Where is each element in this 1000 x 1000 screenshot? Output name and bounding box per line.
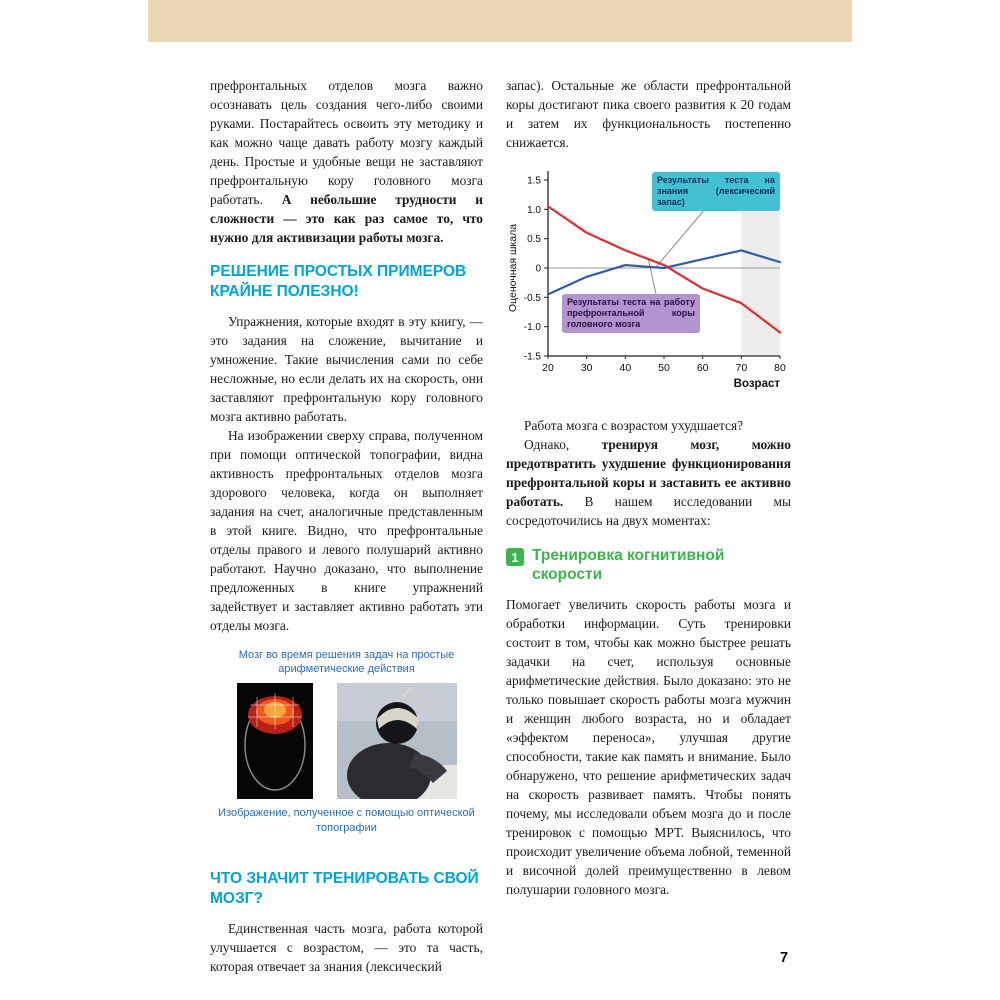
paragraph-cognitive-speed: Помогает увеличить скорость работы мозга и обработки информации. Суть тренировки состоит в том, чтобы как можно быстрее решать задачки на счет, используя основные арифметические действия. Было доказано: это не только повышает скорость работы мозга мужчин и женщин любого возраста, но и обладает «эффектом переноса», улучшая другие способности, такие как память и внимание. Было обнаружено, что решение арифметических задач на скорость развивает память. Чтобы понять почему, мы исследовали объем мозга до и после тренировок с помощью МРТ. Выяснилось, что происходит увеличение объема лобной, теменной и височной долей преимущественно в левом полушарии головного мозга.	[506, 596, 791, 897]
brain-topography-image	[237, 683, 313, 799]
svg-text:1.5: 1.5	[527, 175, 541, 187]
paragraph-stock-continued: запас). Остальные же области префронтальной коры достигают пика своего развития к 20 годам и затем их функциональность постепенно снижается.	[506, 78, 791, 150]
svg-text:70: 70	[735, 362, 748, 374]
svg-text:0.5: 0.5	[527, 234, 541, 246]
optical-topography-photo	[337, 683, 457, 799]
svg-text:-0.5: -0.5	[523, 292, 541, 304]
svg-text:0: 0	[535, 263, 541, 275]
heading-number-badge: 1	[506, 548, 524, 566]
section-heading-train-brain: ЧТО ЗНАЧИТ ТРЕНИРОВАТЬ СВОЙ МОЗГ?	[210, 869, 479, 907]
svg-text:40: 40	[619, 362, 632, 374]
paragraph-question: Работа мозга с возрастом ухудшается?	[524, 418, 744, 433]
left-column	[210, 76, 483, 976]
heading-cognitive-speed: Тренировка когнитивной скорости	[532, 547, 725, 583]
paragraph-exercises: Упражнения, которые входят в эту книгу, — это задания на сложение, вычитание и умножение. Такие вычисления сами по себе несложные, но если делать их на скорость, они заставляют префронтальную кору головного мозга активно работать.	[210, 313, 483, 424]
paragraph-intro: префронтальных отделов мозга важно осознавать цель создания чего-либо своими руками. Постарайтесь освоить эту методику и как можно чаще давать работу мозгу каждый день. Простые и удобные вещи не заставляют префронтальную кору головного мозга работать. А небольшие трудности и сложности — это как раз самое то, что нужно для активизации работы мозга.	[210, 78, 483, 245]
header-band	[148, 0, 852, 42]
section-heading-simple-examples: РЕШЕНИЕ ПРОСТЫХ ПРИМЕРОВ КРАЙНЕ ПОЛЕЗНО!	[210, 263, 467, 300]
svg-text:Возраст: Возраст	[733, 378, 780, 390]
paragraph-topography: На изображении сверху справа, полученном при помощи оптической топографии, видна активность префронтальных отделов мозга здорового человека, когда он выполняет задания на счет, аналогичные представленным в этой книге. Видно, что префронтальные отделы правого и левого полушарий активно работают. Научно доказано, что выполнение предложенных в книге упражнений задействует и заставляет активно работать эти отделы мозга.	[210, 427, 483, 633]
svg-text:30: 30	[580, 362, 593, 374]
paragraph-however: Однако, тренируя мозг, можно предотвратить ухудшение функционирования префронтальной коры и заставить ее активно работать. В нашем исследовании мы сосредоточились на двух моментах:	[506, 437, 791, 528]
paragraph-lexical: Единственная часть мозга, работа которой улучшается с возрастом, — это та часть, которая отвечает за знания (лексический	[210, 920, 483, 974]
caption-below-images: Изображение, полученное с помощью оптической топографии	[218, 807, 475, 834]
svg-text:-1.5: -1.5	[523, 351, 541, 363]
svg-text:50: 50	[658, 362, 670, 374]
images-row	[210, 683, 483, 799]
right-column	[506, 76, 791, 899]
page-number: 7	[780, 950, 789, 966]
svg-text:Оценочная шкала: Оценочная шкала	[507, 223, 519, 313]
numbered-heading-cognitive-speed	[506, 547, 791, 585]
chart-annotation-knowledge-test: Результаты теста на знания (лексический запас)	[652, 172, 780, 211]
svg-text:-1.0: -1.0	[523, 322, 541, 334]
svg-text:60: 60	[696, 362, 709, 374]
chart-annotation-prefrontal-test: Результаты теста на работу префронтальной коры головного мозга	[562, 294, 700, 333]
svg-text:80: 80	[774, 362, 786, 374]
age-test-chart	[506, 166, 791, 406]
caption-above-images: Мозг во время решения задач на простые арифметические действия	[238, 648, 455, 675]
svg-text:1.0: 1.0	[527, 204, 541, 216]
svg-text:20: 20	[542, 362, 554, 374]
